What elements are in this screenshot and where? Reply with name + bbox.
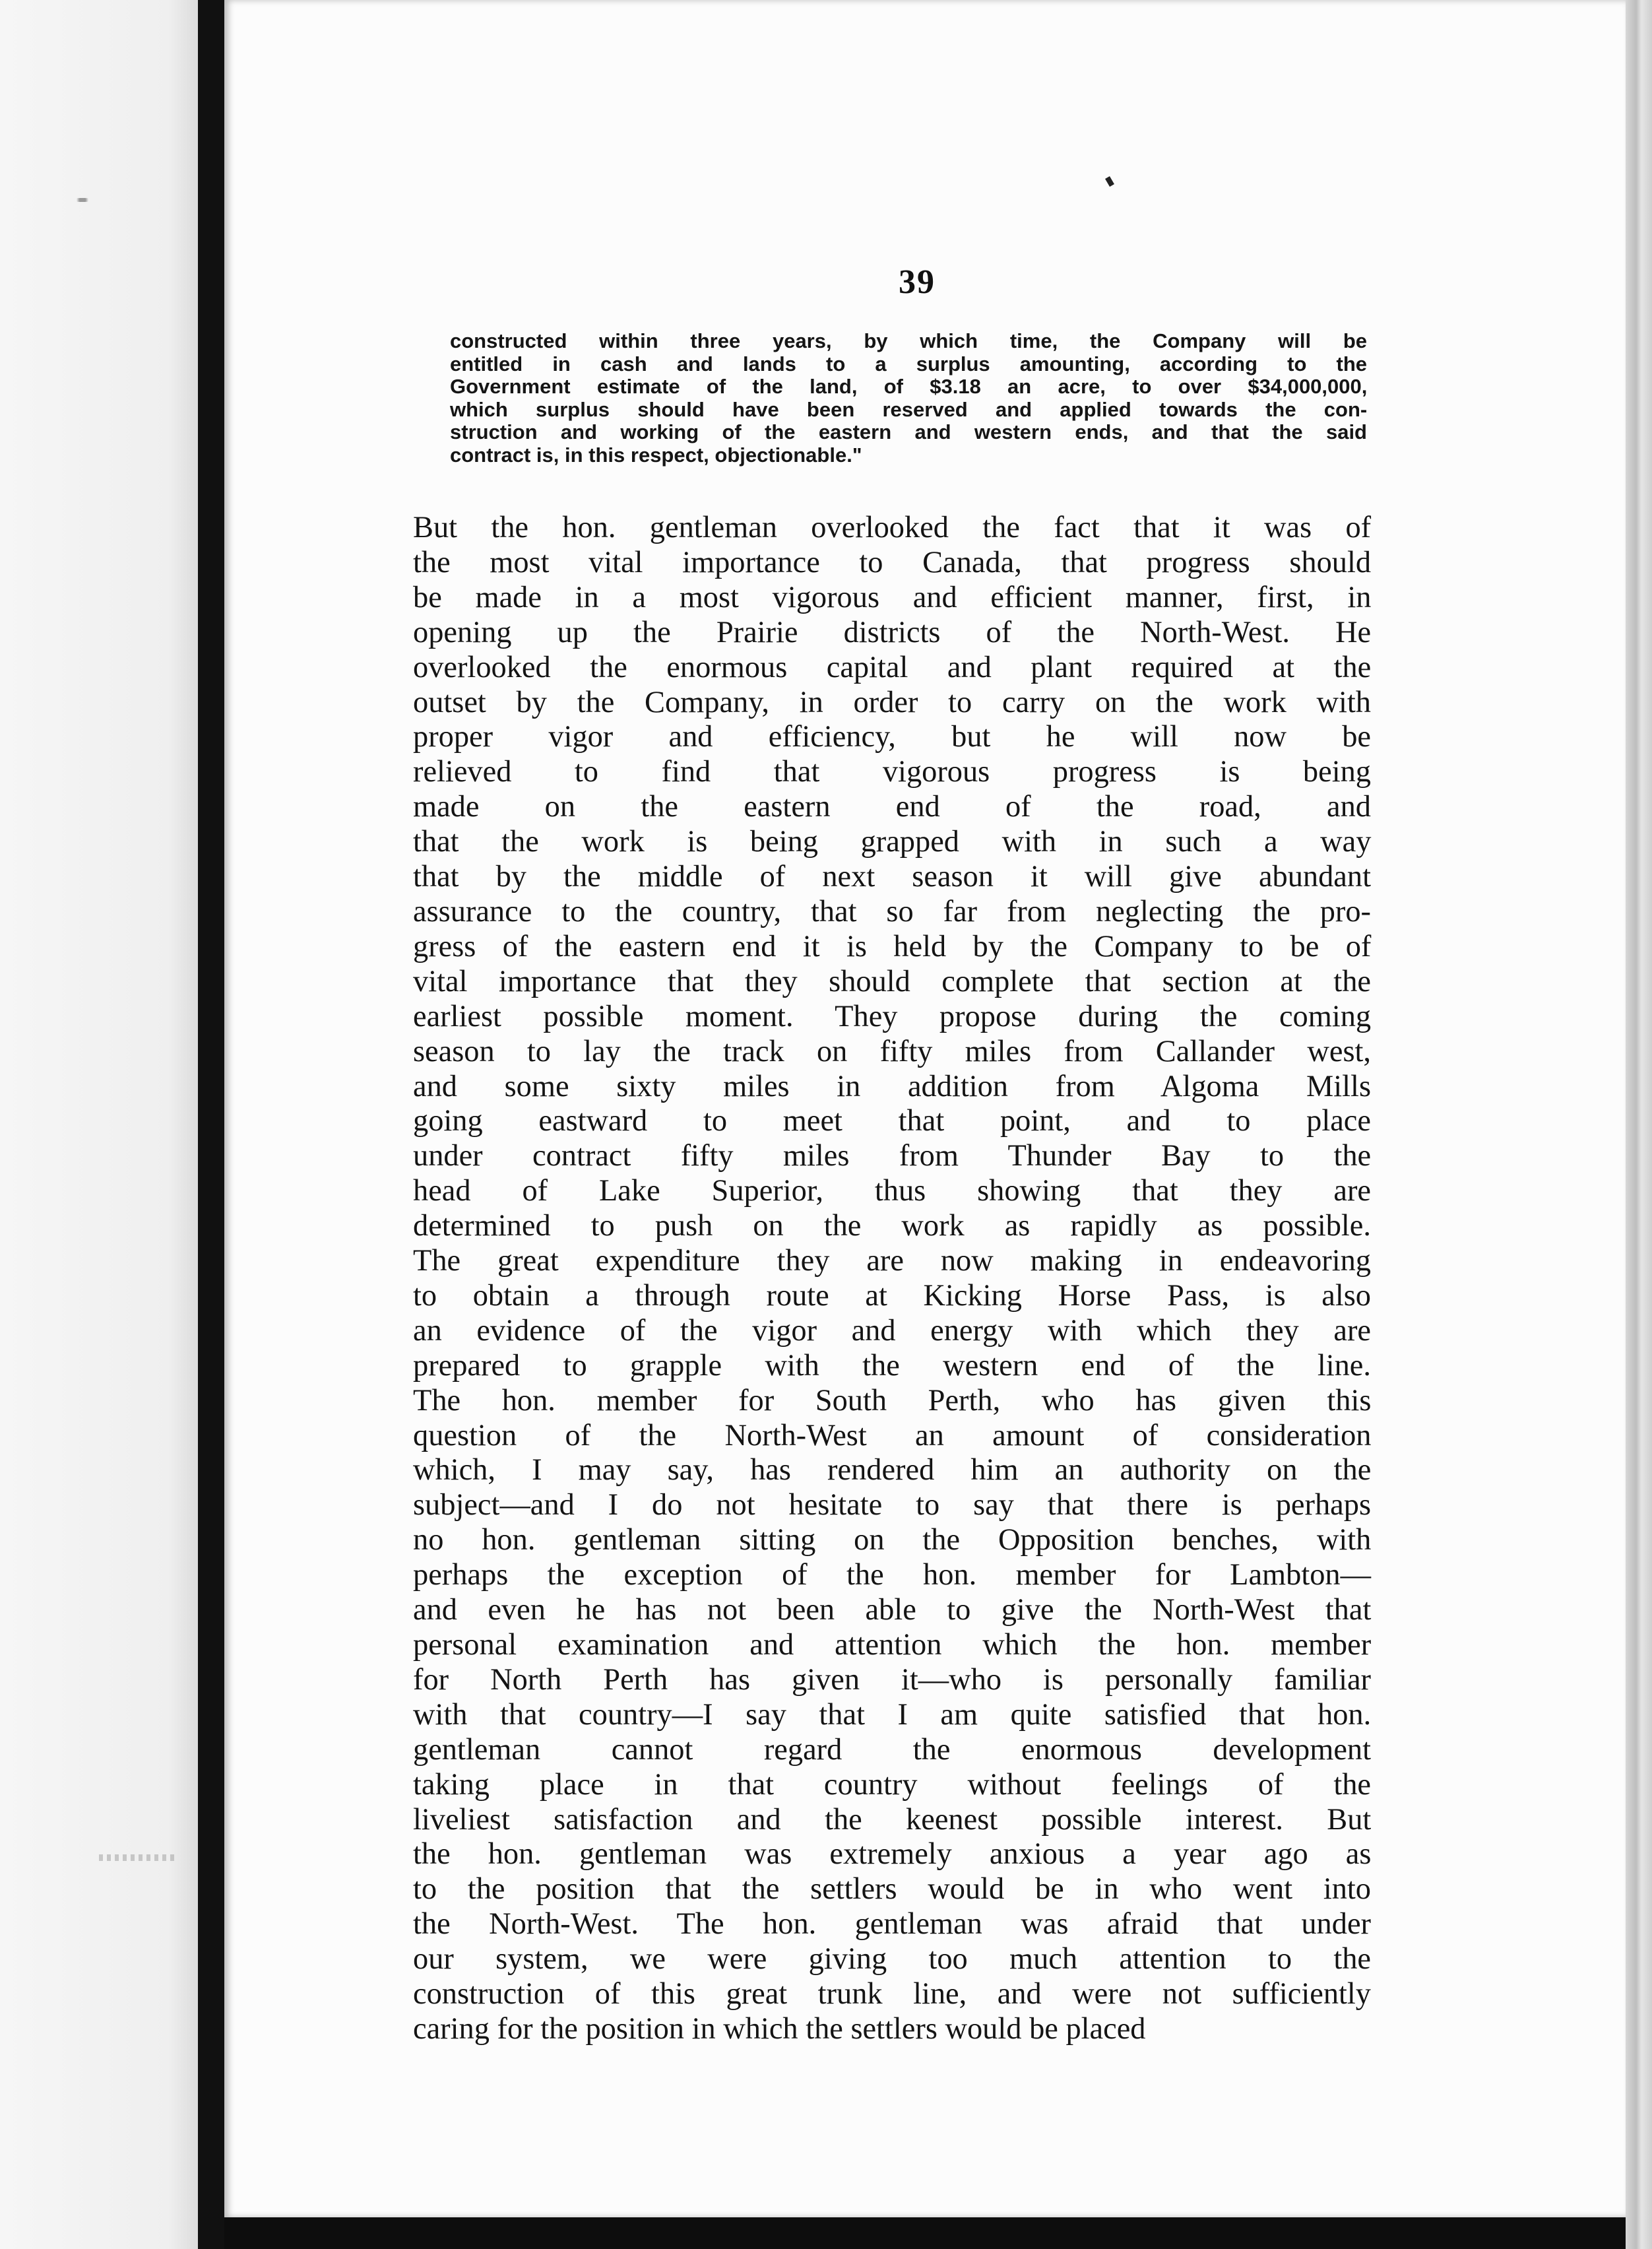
body-line: perhaps the exception of the hon. member for Lambton—: [413, 1558, 1371, 1592]
body-line: earliest possible moment. They propose during the coming: [413, 999, 1372, 1033]
body-line: prepared to grapple with the western end of the line.: [413, 1348, 1371, 1383]
body-line: an evidence of the vigor and energy with which they are: [413, 1313, 1371, 1348]
page-smudge: [99, 1854, 178, 1861]
body-line: under contract fifty miles from Thunder Bay to the: [413, 1139, 1372, 1173]
body-line: to obtain a through route at Kicking Horse Pass, is also: [413, 1278, 1371, 1313]
facing-page-edge: [0, 0, 198, 2249]
body-line: outset by the Company, in order to carry on the work with: [413, 685, 1371, 719]
page-speck: [73, 198, 92, 202]
quote-line: Government estimate of the land, of $3.18 an acre, to over $34,000,000,: [450, 375, 1368, 398]
book-gutter: [198, 0, 224, 2249]
quote-line: which surplus should have been reserved and applied towards the con-: [450, 397, 1368, 421]
body-line: that by the middle of next season it will give abundant: [413, 860, 1371, 894]
body-line: relieved to find that vigorous progress is being: [413, 755, 1371, 789]
body-line: the most vital importance to Canada, that progress should: [413, 545, 1372, 579]
body-line: for North Perth has given it—who is personally familiar: [413, 1662, 1372, 1697]
body-line: going eastward to meet that point, and to place: [413, 1104, 1371, 1138]
body-line: to the position that the settlers would be in who went into: [413, 1872, 1371, 1907]
quoted-passage: [450, 330, 1367, 467]
body-line: vital importance that they should complete that section at the: [413, 964, 1371, 998]
body-line: gress of the eastern end it is held by the Company to be of: [413, 929, 1372, 963]
body-line: no hon. gentleman sitting on the Opposition benches, with: [413, 1523, 1372, 1557]
body-line: and some sixty miles in addition from Algoma Mills: [413, 1069, 1371, 1103]
body-line: The hon. member for South Perth, who has given this: [413, 1383, 1372, 1418]
quote-line: contract is, in this respect, objectionable.": [450, 443, 862, 467]
body-line: and even he has not been able to give the North-West that: [413, 1593, 1372, 1627]
body-line: assurance to the country, that so far from neglecting the pro-: [413, 894, 1371, 929]
quote-line: entitled in cash and lands to a surplus amounting, according to the: [450, 352, 1367, 375]
body-line: determined to push on the work as rapidly as possible.: [413, 1209, 1371, 1243]
body-line: subject—and I do not hesitate to say that there is perhaps: [413, 1488, 1371, 1522]
body-line: our system, we were giving too much attention to the: [413, 1942, 1371, 1976]
body-line: personal examination and attention which the hon. member: [413, 1628, 1372, 1662]
body-line: which, I may say, has rendered him an authority on the: [413, 1453, 1372, 1487]
body-line: liveliest satisfaction and the keenest possible interest. But: [413, 1802, 1372, 1837]
quote-line: struction and working of the eastern and western ends, and that the said: [450, 420, 1367, 443]
body-line: construction of this great trunk line, and were not sufficiently: [413, 1977, 1371, 2011]
body-line: The great expenditure they are now making in endeavoring: [413, 1244, 1371, 1278]
body-line: But the hon. gentleman overlooked the fact that it was of: [413, 511, 1372, 544]
body-line: proper vigor and efficiency, but he will now be: [413, 720, 1371, 754]
body-line: caring for the position in which the settlers would be placed: [413, 2011, 1146, 2046]
quote-line: constructed within three years, by which time, the Company will be: [450, 329, 1367, 352]
body-line: with that country—I say that I am quite satisfied that hon.: [413, 1697, 1372, 1732]
page-number: 39: [899, 263, 936, 301]
body-line: the hon. gentleman was extremely anxious a year ago as: [413, 1837, 1372, 1872]
page-fore-edge: [1626, 0, 1652, 2249]
scan-background: [224, 2217, 1626, 2249]
body-line: gentleman cannot regard the enormous development: [413, 1732, 1371, 1767]
body-line: the North-West. The hon. gentleman was afraid that under: [413, 1907, 1371, 1941]
body-line: be made in a most vigorous and efficient manner, first, in: [413, 580, 1372, 614]
body-line: overlooked the enormous capital and plant required at the: [413, 650, 1372, 684]
body-line: made on the eastern end of the road, and: [413, 790, 1371, 824]
body-line: opening up the Prairie districts of the North-West. He: [413, 615, 1372, 649]
body-paragraph: [413, 511, 1371, 2047]
body-line: question of the North-West an amount of consideration: [413, 1418, 1372, 1452]
body-line: that the work is being grapped with in such a way: [413, 825, 1372, 859]
body-line: taking place in that country without feelings of the: [413, 1767, 1371, 1802]
body-line: head of Lake Superior, thus showing that they are: [413, 1174, 1371, 1208]
body-line: season to lay the track on fifty miles from Callander west,: [413, 1034, 1371, 1068]
